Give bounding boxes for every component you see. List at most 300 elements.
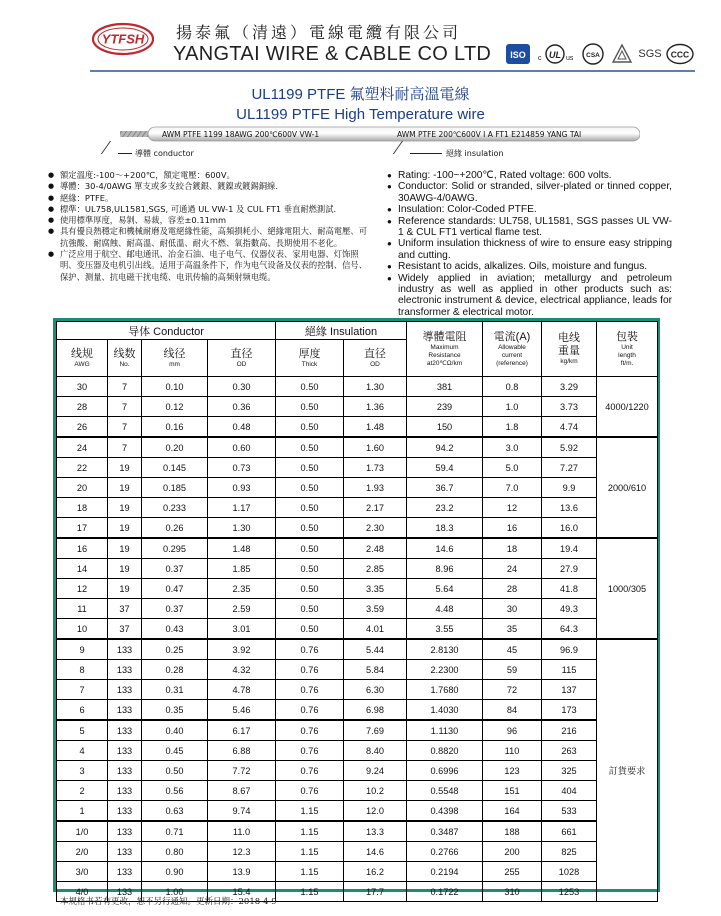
table-cell: 12.0 [344, 801, 407, 822]
table-row [57, 761, 658, 781]
table-cell: 3.73 [542, 397, 597, 417]
table-cell: 3.01 [208, 619, 276, 640]
spec-item-cn: ● 具有優良熱穩定和機械耐磨及電絕緣性能，高頻損耗小、絕緣電阻大、耐高電壓、可抗強酸、耐腐蝕、耐高溫、耐低溫、耐火不燃、氧指數高、長期使用不老化。 [48, 226, 370, 249]
table-cell: 4.32 [208, 660, 276, 680]
insulation-leader-line [393, 141, 403, 154]
table-cell: 2/0 [57, 842, 108, 862]
table-cell: 6 [57, 700, 108, 721]
table-cell: 133 [108, 862, 142, 882]
table-cell: 4.01 [344, 619, 407, 640]
table-cell: 0.76 [276, 741, 344, 761]
table-cell: 0.50 [142, 761, 208, 781]
table-cell: 173 [542, 700, 597, 721]
table-cell: 1.15 [276, 842, 344, 862]
table-cell: 0.60 [208, 437, 276, 458]
spec-item-en: ● Reference standards: UL758, UL1581, SGS passes UL VW-1 & CUL FT1 vertical flame test. [387, 216, 672, 239]
table-cell: 20 [57, 478, 108, 498]
table-cell: 19 [108, 579, 142, 599]
table-cell: 325 [542, 761, 597, 781]
table-cell: 6.98 [344, 700, 407, 721]
table-cell: 404 [542, 781, 597, 801]
table-cell: 0.233 [142, 498, 208, 518]
table-row [57, 417, 658, 438]
table-cell: 24 [57, 437, 108, 458]
table-cell: 0.1722 [407, 882, 483, 902]
table-cell: 5.92 [542, 437, 597, 458]
table-row [57, 680, 658, 700]
table-cell: 5 [57, 720, 108, 741]
table-cell: 1.73 [344, 458, 407, 478]
table-cell: 0.31 [142, 680, 208, 700]
table-cell: 0.90 [142, 862, 208, 882]
table-cell: 133 [108, 842, 142, 862]
table-cell: 11.0 [208, 821, 276, 842]
table-cell: 24 [483, 559, 542, 579]
table-cell: 37 [108, 599, 142, 619]
table-cell: 4.74 [542, 417, 597, 438]
spec-item-cn: ● 導體：30-4/0AWG 單支或多支絞合鍍銀、鍍鎳或鍍錫銅線. [48, 181, 370, 192]
iso-cert-icon [504, 42, 532, 66]
table-cell: 16 [57, 538, 108, 559]
table-cell: 133 [108, 882, 142, 902]
table-cell: 1.8 [483, 417, 542, 438]
table-cell: 110 [483, 741, 542, 761]
table-cell: 37 [108, 619, 142, 640]
table-cell: 10 [57, 619, 108, 640]
table-row [57, 437, 658, 458]
table-cell: 0.93 [208, 478, 276, 498]
table-cell: 661 [542, 821, 597, 842]
table-cell: 3 [57, 761, 108, 781]
table-cell: 59 [483, 660, 542, 680]
table-cell: 0.73 [208, 458, 276, 478]
table-cell: 0.10 [142, 377, 208, 397]
table-cell: 11 [57, 599, 108, 619]
table-cell: 0.16 [142, 417, 208, 438]
table-cell: 263 [542, 741, 597, 761]
table-cell: 0.185 [142, 478, 208, 498]
table-cell: 381 [407, 377, 483, 397]
spec-table-body [57, 377, 658, 902]
table-cell: 64.3 [542, 619, 597, 640]
spec-item-en: ● Resistant to acids, alkalizes. Oils, moisture and fungus. [387, 261, 672, 272]
packing-cell: 4000/1220 [597, 377, 658, 438]
table-cell: 0.50 [276, 397, 344, 417]
table-cell: 188 [483, 821, 542, 842]
table-cell: 1.17 [208, 498, 276, 518]
spec-item-en: ● Rating: -100~+200℃, Rated voltage: 600 volts. [387, 170, 672, 181]
conductor-strands [120, 131, 152, 137]
table-cell: 5.44 [344, 639, 407, 660]
table-cell: 22 [57, 458, 108, 478]
table-cell: 0.2194 [407, 862, 483, 882]
table-cell: 133 [108, 781, 142, 801]
table-cell: 1.36 [344, 397, 407, 417]
table-cell: 239 [407, 397, 483, 417]
table-cell: 4/0 [57, 882, 108, 902]
table-cell: 7.27 [542, 458, 597, 478]
table-cell: 5.84 [344, 660, 407, 680]
packing-cell: 訂貨要求 [597, 639, 658, 902]
table-cell: 133 [108, 700, 142, 721]
spec-item-cn: ● 額定溫度:-100～+200℃，額定電壓：600V。 [48, 170, 370, 181]
company-name-cn: 揚泰氟（清遠）電線電纜有限公司 [176, 23, 462, 42]
spec-item-cn: ● 使用標準厚度，易剝、易裁，容差±0.11mm [48, 215, 370, 226]
spec-item-cn: ● 絕緣：PTFE。 [48, 193, 370, 204]
table-cell: 0.50 [276, 377, 344, 397]
cable-print-text-2: AWM PTFE 200℃600V I A FT1 E214859 YANG TAI [397, 130, 582, 139]
table-cell: 2.2300 [407, 660, 483, 680]
table-row [57, 397, 658, 417]
table-cell: 255 [483, 862, 542, 882]
table-cell: 18 [483, 538, 542, 559]
table-cell: 0.50 [276, 518, 344, 539]
spec-list-cn [48, 170, 370, 283]
table-cell: 16.2 [344, 862, 407, 882]
table-cell: 6.17 [208, 720, 276, 741]
table-cell: 0.45 [142, 741, 208, 761]
table-cell: 36.7 [407, 478, 483, 498]
table-cell: 96 [483, 720, 542, 741]
header-current: 電流(A) Allowable current (reference) [483, 322, 542, 377]
table-cell: 26 [57, 417, 108, 438]
header-conductor-group: 导体 Conductor [57, 322, 276, 340]
table-cell: 0.71 [142, 821, 208, 842]
table-cell: 133 [108, 761, 142, 781]
cable-print-text-1: AWM PTFE 1199 18AWG 200℃600V VW-1 [162, 130, 320, 139]
header-insulation-od: 直径 OD [344, 340, 407, 377]
table-cell: 7 [108, 437, 142, 458]
table-cell: 0.30 [208, 377, 276, 397]
table-cell: 5.64 [407, 579, 483, 599]
table-cell: 14.6 [407, 538, 483, 559]
table-row [57, 801, 658, 822]
table-cell: 0.50 [276, 478, 344, 498]
spec-table-frame [53, 318, 660, 897]
insulation-leader-tail [410, 153, 442, 154]
logo-text: YTFSH [101, 31, 145, 47]
table-cell: 1.15 [276, 882, 344, 902]
table-cell: 0.2766 [407, 842, 483, 862]
table-cell: 1 [57, 801, 108, 822]
table-cell: 0.8 [483, 377, 542, 397]
table-row [57, 559, 658, 579]
table-cell: 0.50 [276, 437, 344, 458]
table-cell: 533 [542, 801, 597, 822]
header-resistance: 導體電阻 Maximum Resistance at20℃Ω/km [407, 322, 483, 377]
header-weight: 电线 重量 kg/km [542, 322, 597, 377]
table-cell: 2 [57, 781, 108, 801]
table-cell: 19 [108, 518, 142, 539]
table-cell: 0.35 [142, 700, 208, 721]
doc-title-en: UL1199 PTFE High Temperature wire [236, 106, 485, 123]
doc-title-cn: UL1199 PTFE 氟塑料耐高溫電線 [251, 86, 470, 103]
svg-text:ISO: ISO [510, 50, 526, 60]
certification-marks [504, 42, 694, 66]
spec-item-en: ● Uniform insulation thickness of wire to ensure easy stripping and cutting. [387, 238, 672, 261]
table-row [57, 781, 658, 801]
table-cell: 9.24 [344, 761, 407, 781]
table-cell: 94.2 [407, 437, 483, 458]
table-cell: 14.6 [344, 842, 407, 862]
table-cell: 1.15 [276, 801, 344, 822]
conductor-callout: 導體 conductor [135, 149, 194, 158]
table-cell: 0.145 [142, 458, 208, 478]
table-cell: 35 [483, 619, 542, 640]
table-cell: 7.0 [483, 478, 542, 498]
csa-cert-icon [580, 42, 606, 66]
table-cell: 49.3 [542, 599, 597, 619]
table-cell: 10.2 [344, 781, 407, 801]
table-cell: 7.72 [208, 761, 276, 781]
ccc-cert-icon [666, 42, 694, 66]
table-cell: 0.37 [142, 599, 208, 619]
table-cell: 0.47 [142, 579, 208, 599]
table-cell: 7 [108, 417, 142, 438]
table-cell: 825 [542, 842, 597, 862]
spec-item-en: ● Conductor: Solid or stranded, silver-plated or tinned copper, 30AWG-4/0AWG. [387, 181, 672, 204]
insulation-callout: 絕緣 insulation [446, 149, 504, 158]
table-cell: 27.9 [542, 559, 597, 579]
table-cell: 19.4 [542, 538, 597, 559]
table-row [57, 478, 658, 498]
table-cell: 0.56 [142, 781, 208, 801]
table-cell: 7 [108, 397, 142, 417]
table-cell: 0.25 [142, 639, 208, 660]
table-cell: 0.50 [276, 559, 344, 579]
packing-cell: 1000/305 [597, 538, 658, 639]
packing-cell: 2000/610 [597, 437, 658, 538]
table-cell: 30 [483, 599, 542, 619]
table-cell: 1.0 [483, 397, 542, 417]
header-divider [90, 70, 695, 72]
table-cell: 115 [542, 660, 597, 680]
table-cell: 0.5548 [407, 781, 483, 801]
table-cell: 0.43 [142, 619, 208, 640]
table-cell: 1.30 [208, 518, 276, 539]
header-strand-count: 线数 No. [108, 340, 142, 377]
table-cell: 1.4030 [407, 700, 483, 721]
table-cell: 0.63 [142, 801, 208, 822]
table-cell: 19 [108, 559, 142, 579]
table-cell: 133 [108, 720, 142, 741]
spec-item-en: ● Insulation: Color-Coded PTFE. [387, 204, 672, 215]
svg-text:c: c [538, 55, 542, 62]
header-insulation-group: 絕緣 Insulation [276, 322, 407, 340]
table-row [57, 518, 658, 539]
table-cell: 28 [483, 579, 542, 599]
table-cell: 0.3487 [407, 821, 483, 842]
table-cell: 13.3 [344, 821, 407, 842]
table-cell: 7 [57, 680, 108, 700]
table-row [57, 377, 658, 397]
svg-text:CSA: CSA [586, 52, 600, 59]
table-cell: 45 [483, 639, 542, 660]
recycle-triangle-icon [610, 42, 634, 66]
table-cell: 0.50 [276, 458, 344, 478]
table-cell: 4 [57, 741, 108, 761]
table-cell: 0.76 [276, 639, 344, 660]
table-cell: 3.0 [483, 437, 542, 458]
table-cell: 15.4 [208, 882, 276, 902]
table-cell: 8.40 [344, 741, 407, 761]
table-cell: 96.9 [542, 639, 597, 660]
table-cell: 5.46 [208, 700, 276, 721]
table-cell: 0.26 [142, 518, 208, 539]
table-cell: 30 [57, 377, 108, 397]
table-cell: 2.30 [344, 518, 407, 539]
table-row [57, 538, 658, 559]
table-cell: 23.2 [407, 498, 483, 518]
table-cell: 12 [57, 579, 108, 599]
table-cell: 12 [483, 498, 542, 518]
table-cell: 216 [542, 720, 597, 741]
table-cell: 0.6996 [407, 761, 483, 781]
table-cell: 1028 [542, 862, 597, 882]
table-cell: 19 [108, 478, 142, 498]
spec-item-cn: ● 广泛应用于航空、邮电通讯、冶金石油、电子电气、仪器仪表、家用电器、灯饰照明、变压器及电机引出线。适用于高温条件下，作为电气设备及仪表的控制、信号、保护、测量、抗电磁干扰电缆、电讯传输的高频射频电缆。 [48, 249, 370, 283]
table-row [57, 639, 658, 660]
table-cell: 0.50 [276, 498, 344, 518]
spec-table [56, 321, 658, 902]
table-cell: 8 [57, 660, 108, 680]
table-cell: 18.3 [407, 518, 483, 539]
table-cell: 72 [483, 680, 542, 700]
table-row [57, 700, 658, 721]
table-row [57, 720, 658, 741]
table-cell: 28 [57, 397, 108, 417]
table-cell: 16 [483, 518, 542, 539]
table-cell: 164 [483, 801, 542, 822]
table-cell: 0.40 [142, 720, 208, 741]
table-cell: 13.6 [542, 498, 597, 518]
ul-cert-icon [536, 42, 576, 66]
conductor-leader-line [101, 141, 111, 154]
table-cell: 0.36 [208, 397, 276, 417]
table-cell: 0.50 [276, 579, 344, 599]
table-cell: 0.20 [142, 437, 208, 458]
table-cell: 12.3 [208, 842, 276, 862]
company-logo [92, 22, 154, 56]
table-row [57, 741, 658, 761]
table-cell: 133 [108, 741, 142, 761]
table-cell: 19 [108, 498, 142, 518]
svg-text:CCC: CCC [670, 49, 690, 60]
svg-text:us: us [566, 55, 574, 62]
spec-item-cn: ● 標準：UL758,UL1581,SGS, 可通過 UL VW-1 及 CUL FT1 垂直耐燃測試. [48, 204, 370, 215]
table-cell: 9.74 [208, 801, 276, 822]
header-conductor-od: 直径 OD [208, 340, 276, 377]
table-cell: 7.69 [344, 720, 407, 741]
table-cell: 1.1130 [407, 720, 483, 741]
table-cell: 0.80 [142, 842, 208, 862]
table-cell: 200 [483, 842, 542, 862]
header-thickness: 厚度 Thick [276, 340, 344, 377]
table-cell: 1253 [542, 882, 597, 902]
table-row [57, 498, 658, 518]
table-cell: 133 [108, 680, 142, 700]
table-cell: 1/0 [57, 821, 108, 842]
table-cell: 59.4 [407, 458, 483, 478]
table-cell: 41.8 [542, 579, 597, 599]
table-cell: 5.0 [483, 458, 542, 478]
spec-list-en [387, 170, 672, 318]
table-cell: 0.50 [276, 417, 344, 438]
table-cell: 3/0 [57, 862, 108, 882]
table-cell: 84 [483, 700, 542, 721]
table-cell: 9 [57, 639, 108, 660]
table-cell: 0.76 [276, 761, 344, 781]
table-cell: 0.12 [142, 397, 208, 417]
table-cell: 17 [57, 518, 108, 539]
table-cell: 6.88 [208, 741, 276, 761]
company-name-en: YANGTAI WIRE & CABLE CO LTD [173, 43, 492, 65]
table-cell: 0.76 [276, 720, 344, 741]
table-cell: 150 [407, 417, 483, 438]
table-cell: 8.67 [208, 781, 276, 801]
table-cell: 2.59 [208, 599, 276, 619]
table-cell: 1.7680 [407, 680, 483, 700]
table-cell: 6.30 [344, 680, 407, 700]
table-cell: 16.0 [542, 518, 597, 539]
table-cell: 0.76 [276, 781, 344, 801]
table-cell: 151 [483, 781, 542, 801]
table-cell: 0.76 [276, 660, 344, 680]
table-cell: 2.48 [344, 538, 407, 559]
table-row [57, 862, 658, 882]
table-cell: 2.17 [344, 498, 407, 518]
table-cell: 310 [483, 882, 542, 902]
table-cell: 4.78 [208, 680, 276, 700]
table-cell: 1.85 [208, 559, 276, 579]
table-cell: 0.76 [276, 700, 344, 721]
table-cell: 1.00 [142, 882, 208, 902]
table-cell: 3.55 [407, 619, 483, 640]
table-cell: 19 [108, 458, 142, 478]
table-cell: 0.37 [142, 559, 208, 579]
table-cell: 14 [57, 559, 108, 579]
table-cell: 137 [542, 680, 597, 700]
spec-item-en: ● Widely applied in aviation; metallurgy and petroleum industry as well as applied in other products such as: electronic instrument & device, electrical appliance, leads for transformer & electrical motor. [387, 273, 672, 319]
table-row [57, 821, 658, 842]
table-row [57, 599, 658, 619]
header-packing: 包裝 Unit length ft/m. [597, 322, 658, 377]
table-cell: 133 [108, 660, 142, 680]
table-cell: 133 [108, 801, 142, 822]
table-row [57, 842, 658, 862]
conductor-leader-tail [118, 153, 132, 154]
table-cell: 1.93 [344, 478, 407, 498]
table-cell: 1.60 [344, 437, 407, 458]
table-cell: 133 [108, 821, 142, 842]
table-row [57, 660, 658, 680]
table-cell: 133 [108, 639, 142, 660]
table-cell: 8.96 [407, 559, 483, 579]
table-cell: 123 [483, 761, 542, 781]
table-cell: 0.8820 [407, 741, 483, 761]
table-cell: 1.15 [276, 862, 344, 882]
table-cell: 0.48 [208, 417, 276, 438]
svg-text:UL: UL [549, 50, 561, 60]
table-cell: 4.48 [407, 599, 483, 619]
table-cell: 18 [57, 498, 108, 518]
table-cell: 7 [108, 377, 142, 397]
header-strand-diameter: 线径 mm [142, 340, 208, 377]
table-cell: 1.30 [344, 377, 407, 397]
table-cell: 17.7 [344, 882, 407, 902]
table-cell: 2.85 [344, 559, 407, 579]
table-cell: 2.35 [208, 579, 276, 599]
